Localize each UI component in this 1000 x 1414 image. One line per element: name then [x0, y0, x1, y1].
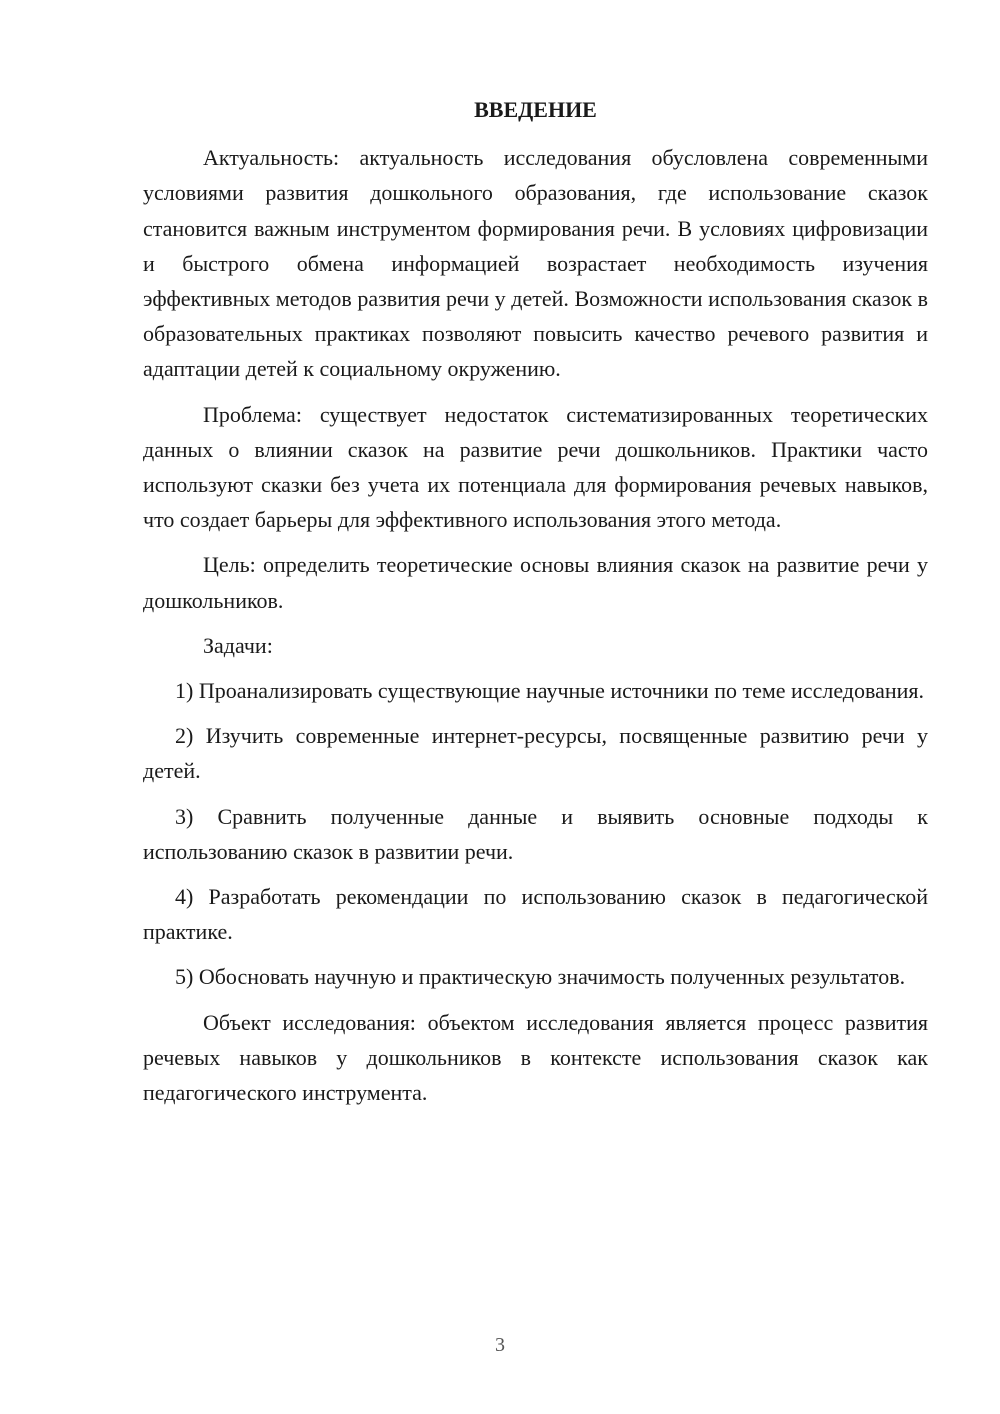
task-item: 5) Обосновать научную и практическую значимость полученных результатов. [175, 964, 906, 990]
task-item: 4) Разработать рекомендации по использованию сказок в педагогической практике. [143, 884, 928, 945]
object-paragraph: Объект исследования: объектом исследования является процесс развития речевых навыков у дошкольников в контексте использования сказок как педагогического инструмента. [143, 1009, 928, 1106]
task-item: 2) Изучить современные интернет-ресурсы, посвященные развитию речи у детей. [143, 723, 928, 784]
relevance-paragraph: Актуальность: актуальность исследования обусловлена современными условиями развития дошкольного образования, где использование сказок становится важным инструментом формирования речи. В условиях цифровизации и быстрого обмена информацией возрастает необходимость изучения эффективных методов развития речи у детей. Возможности использования сказок в образовательных практиках позволяют повысить качество речевого развития и адаптации детей к социальному окружению. [143, 145, 928, 382]
document-page [143, 92, 928, 1120]
section-title: ВВЕДЕНИЕ [474, 97, 597, 122]
task-item: 3) Сравнить полученные данные и выявить основные подходы к использованию сказок в развитии речи. [143, 803, 928, 864]
tasks-heading: Задачи: [203, 632, 273, 658]
task-item: 1) Проанализировать существующие научные источники по теме исследования. [175, 678, 925, 704]
page-number: 3 [495, 1334, 505, 1356]
problem-paragraph: Проблема: существует недостаток систематизированных теоретических данных о влиянии сказок на развитие речи дошкольников. Практики часто используют сказки без учета их потенциала для формирования речевых навыков, что создает барьеры для эффективного использования этого метода. [143, 401, 928, 533]
goal-paragraph: Цель: определить теоретические основы влияния сказок на развитие речи у дошкольников. [143, 552, 928, 613]
